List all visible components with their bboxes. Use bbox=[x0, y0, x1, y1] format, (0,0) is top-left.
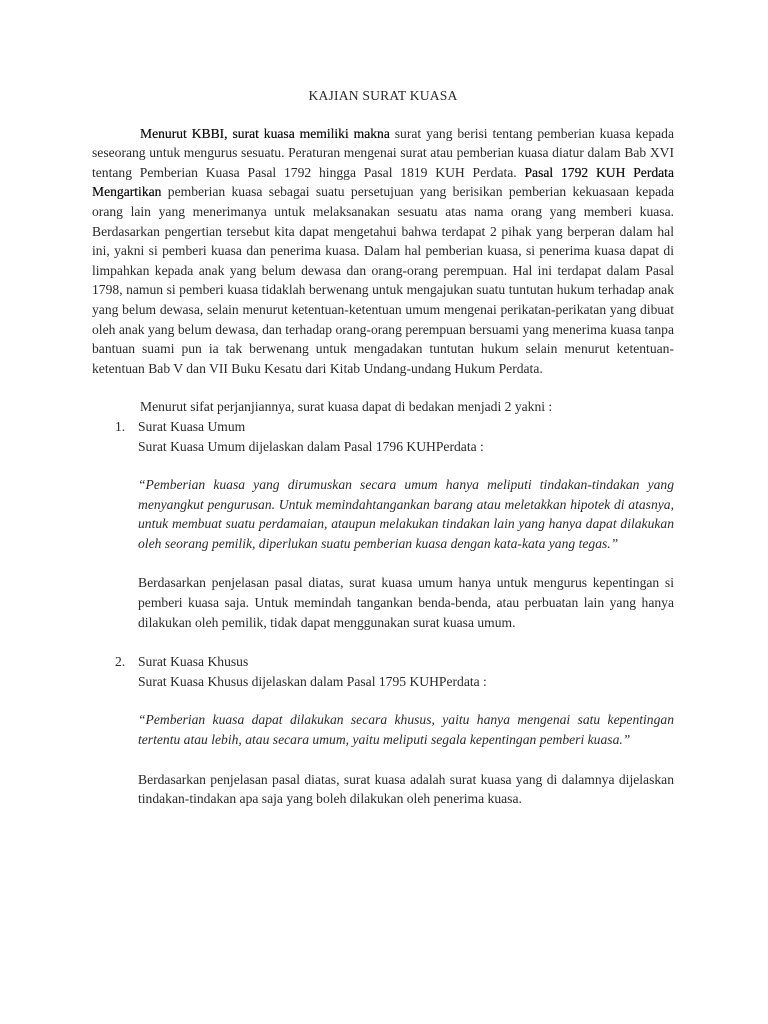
intro-text-1: surat yang berisi tentang pemberian kuasa kepada seseorang untuk mengurus sesuatu. Peraturan mengenai surat atau pemberian kuasa diatur dalam Bab XVI tentang Pemberian Kuasa Pasal 1792 hingga Pasal 1819 KUH Perdata. bbox=[92, 125, 674, 180]
item-subtitle: Surat Kuasa Khusus dijelaskan dalam Pasal 1795 KUHPerdata : bbox=[138, 673, 487, 689]
intro-bold-phrase-2: Pasal 1792 KUH Perdata Mengartikan bbox=[92, 164, 674, 200]
item-explanation: Berdasarkan penjelasan pasal diatas, surat kuasa umum hanya untuk mengurus kepentingan si pemberi kuasa saja. Untuk memindah tangankan benda-benda, atau perbuatan lain yang hanya dilakukan oleh pemilik, tidak dapat menggunakan surat kuasa umum. bbox=[138, 575, 674, 630]
item-quote: “Pemberian kuasa yang dirumuskan secara umum hanya meliputi tindakan-tindakan yang menyangkut pengurusan. Untuk memindahtangankan barang atau meletakkan hipotek di atasnya, untuk membuat suatu perdamaian, ataupun melakukan tindakan lain yang hanya dapat dilakukan oleh seorang pemilik, diperlukan suatu pemberian kuasa dengan kata-kata yang tegas.” bbox=[138, 477, 674, 551]
item-title: Surat Kuasa Khusus bbox=[138, 654, 249, 670]
list-number: 2. bbox=[115, 654, 126, 670]
list-item-general-power bbox=[92, 417, 674, 632]
item-title: Surat Kuasa Umum bbox=[138, 418, 246, 434]
document-title: KAJIAN SURAT KUASA bbox=[308, 88, 458, 103]
list-item-special-power bbox=[92, 652, 674, 809]
intro-paragraph bbox=[92, 124, 674, 379]
document-page bbox=[92, 86, 674, 809]
list-number: 1. bbox=[115, 418, 126, 434]
types-intro: Menurut sifat perjanjiannya, surat kuasa dapat di bedakan menjadi 2 yakni : bbox=[140, 399, 553, 415]
item-explanation: Berdasarkan penjelasan pasal diatas, surat kuasa adalah surat kuasa yang di dalamnya dijelaskan tindakan-tindakan apa saja yang boleh dilakukan oleh penerima kuasa. bbox=[138, 771, 674, 807]
item-subtitle: Surat Kuasa Umum dijelaskan dalam Pasal 1796 KUHPerdata : bbox=[138, 438, 484, 454]
item-quote: “Pemberian kuasa dapat dilakukan secara khusus, yaitu hanya mengenai satu kepentingan tertentu atau lebih, atau secara umum, yaitu meliputi segala kepentingan pemberi kuasa.” bbox=[138, 712, 674, 748]
intro-text-2: pemberian kuasa sebagai suatu persetujuan yang berisikan pemberian kekuasaan kepada orang lain yang menerimanya untuk melaksanakan sesuatu atas nama orang yang memberi kuasa. Berdasarkan pengertian tersebut kita dapat mengetahui bahwa terdapat 2 pihak yang berperan dalam hal ini, yakni si pemberi kuasa dan penerima kuasa. Dalam hal pemberian kuasa, si penerima kuasa dapat di limpahkan kepada anak yang belum dewasa dan orang-orang perempuan. Hal ini terdapat dalam Pasal 1798, namun si pemberi kuasa tidaklah berwenang untuk mengajukan suatu tuntutan hukum terhadap anak yang belum dewasa, selain menurut ketentuan-ketentuan umum mengenai perikatan-perikatan yang dibuat oleh anak yang belum dewasa, dan terhadap orang-orang perempuan bersuami yang menerima kuasa tanpa bantuan suami pun ia tak berwenang untuk mengadakan tuntutan hukum selain menurut ketentuan-ketentuan Bab V dan VII Buku Kesatu dari Kitab Undang-undang Hukum Perdata. bbox=[92, 184, 674, 376]
intro-bold-phrase-1: Menurut KBBI, surat kuasa memiliki makna bbox=[140, 125, 390, 141]
